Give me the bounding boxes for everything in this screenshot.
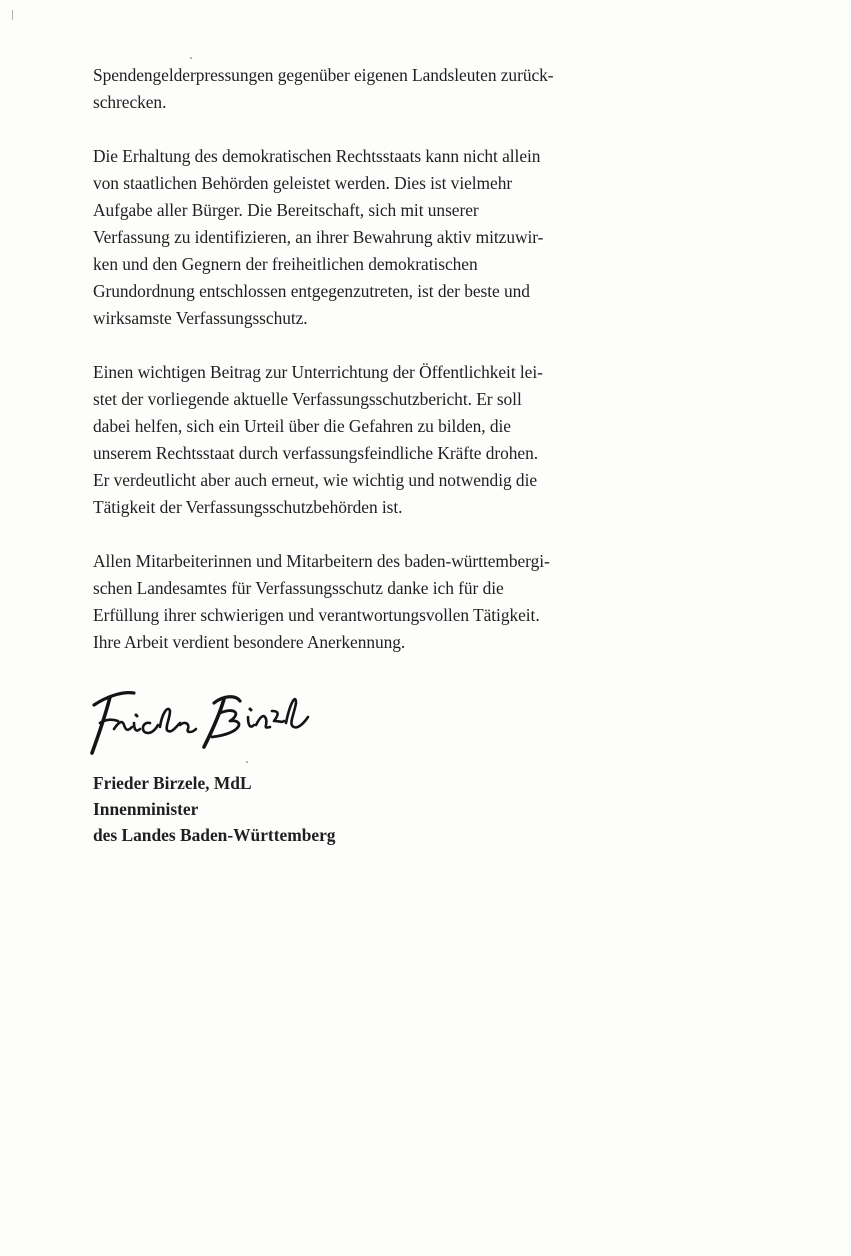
signature-stroke bbox=[204, 699, 224, 747]
text-line: Die Erhaltung des demokratischen Rechtsstaats kann nicht allein bbox=[93, 146, 541, 166]
text-line: dabei helfen, sich ein Urteil über die Gefahren zu bilden, die bbox=[93, 416, 511, 436]
paragraph-4 bbox=[93, 548, 613, 656]
signatory-block bbox=[93, 770, 336, 848]
text-line: Einen wichtigen Beitrag zur Unterrichtung der Öffentlichkeit lei- bbox=[93, 362, 543, 382]
text-line: Aufgabe aller Bürger. Die Bereitschaft, sich mit unserer bbox=[93, 200, 479, 220]
signature-stroke bbox=[256, 716, 270, 727]
signature-stroke bbox=[136, 715, 137, 716]
text-line: stet der vorliegende aktuelle Verfassungsschutzbericht. Er soll bbox=[93, 389, 522, 409]
signatory-title: Innenminister bbox=[93, 799, 199, 819]
body-text bbox=[93, 62, 613, 656]
signature-stroke bbox=[100, 720, 118, 723]
text-line: Verfassung zu identifizieren, an ihrer Bewahrung aktiv mitzuwir- bbox=[93, 227, 544, 247]
text-line: Tätigkeit der Verfassungsschutzbehörden ist. bbox=[93, 497, 403, 517]
text-line: Allen Mitarbeiterinnen und Mitarbeitern des baden-württembergi- bbox=[93, 551, 550, 571]
signature-stroke bbox=[143, 723, 158, 733]
signature-stroke bbox=[94, 693, 134, 705]
text-line: Spendengelderpressungen gegenüber eigenen Landsleuten zurück- bbox=[93, 65, 554, 85]
text-line: Grundordnung entschlossen entgegenzutreten, ist der beste und bbox=[93, 281, 530, 301]
signatory-name: Frieder Birzele, MdL bbox=[93, 773, 252, 793]
handwritten-signature bbox=[84, 683, 314, 763]
text-line: schen Landesamtes für Verfassungsschutz danke ich für die bbox=[93, 578, 504, 598]
paragraph-3 bbox=[93, 359, 613, 521]
paragraph-1 bbox=[93, 62, 613, 116]
signature-stroke bbox=[114, 722, 132, 730]
scan-speck bbox=[190, 57, 192, 59]
signatory-state: des Landes Baden-Württemberg bbox=[93, 825, 336, 845]
paragraph-2 bbox=[93, 143, 613, 332]
text-line: unserem Rechtsstaat durch verfassungsfeindliche Kräfte drohen. bbox=[93, 443, 539, 463]
text-line: ken und den Gegnern der freiheitlichen demokratischen bbox=[93, 254, 478, 274]
text-line: Er verdeutlicht aber auch erneut, wie wichtig und notwendig die bbox=[93, 470, 538, 490]
signature-stroke bbox=[180, 723, 196, 732]
signature-strokes bbox=[92, 693, 308, 753]
signature-stroke bbox=[160, 709, 180, 731]
signature-stroke bbox=[286, 699, 308, 727]
text-line: schrecken. bbox=[93, 92, 167, 112]
signature-stroke bbox=[134, 723, 140, 731]
scan-speck bbox=[12, 10, 13, 20]
text-line: von staatlichen Behörden geleistet werden. Dies ist vielmehr bbox=[93, 173, 513, 193]
signature-stroke bbox=[248, 717, 254, 727]
signature-stroke bbox=[250, 709, 251, 710]
signature-stroke bbox=[272, 711, 284, 722]
text-line: wirksamste Verfassungsschutz. bbox=[93, 308, 308, 328]
signature-stroke bbox=[214, 697, 240, 703]
text-line: Ihre Arbeit verdient besondere Anerkennung. bbox=[93, 632, 406, 652]
signature-drawing bbox=[84, 683, 314, 763]
text-line: Erfüllung ihrer schwierigen und verantwortungsvollen Tätigkeit. bbox=[93, 605, 540, 625]
